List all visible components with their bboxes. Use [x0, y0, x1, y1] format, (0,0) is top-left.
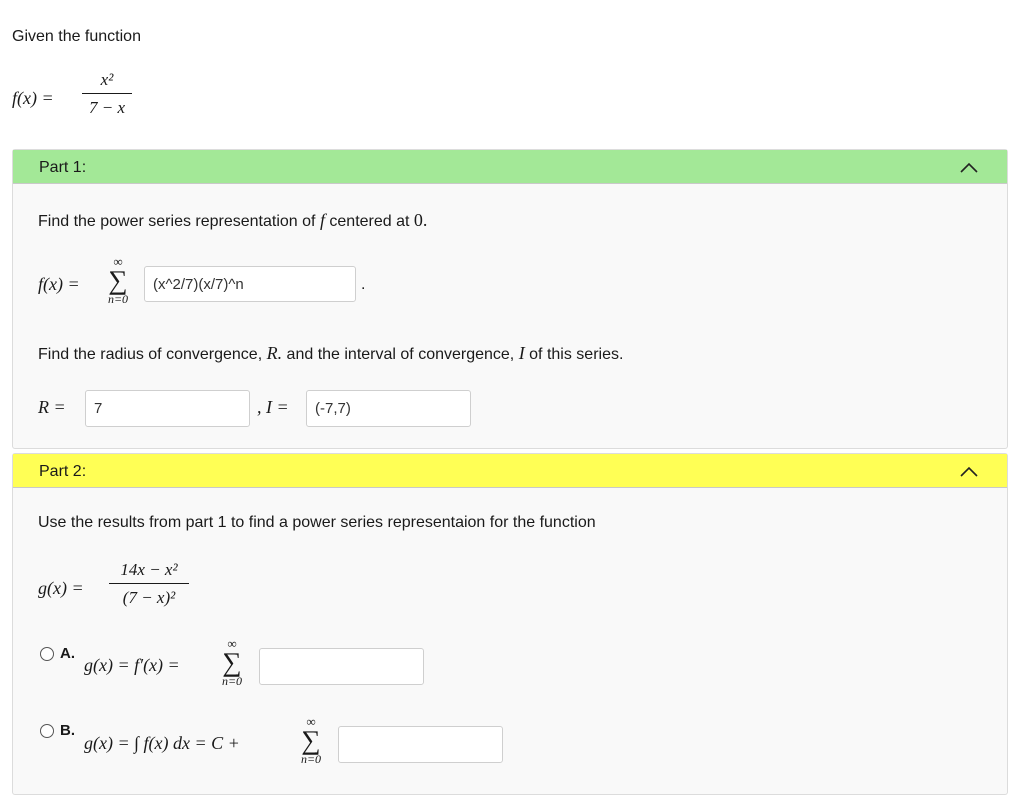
R-label: R =	[38, 397, 66, 417]
sigma-upper: ∞	[227, 636, 237, 651]
fraction-bar	[82, 93, 132, 94]
option-b-expression: g(x) = ∫ f(x) dx = C +	[84, 733, 240, 753]
fraction-bar	[109, 583, 189, 584]
g-lhs: g(x) =	[38, 578, 84, 598]
sigma-icon: ∑	[222, 647, 242, 677]
radius-instruction	[38, 343, 623, 364]
part2-instruction: Use the results from part 1 to find a power series representaion for the function	[38, 514, 596, 531]
g-numerator: 14x − x²	[120, 560, 178, 579]
option-a-expression: g(x) = f′(x) =	[84, 655, 180, 675]
option-a-label[interactable]: A.	[60, 645, 75, 662]
option-b-radio[interactable]	[40, 724, 54, 738]
radius-input[interactable]	[85, 390, 250, 427]
option-a-answer-input[interactable]	[259, 648, 424, 685]
sigma-icon: ∑	[108, 265, 128, 295]
part1-panel	[12, 149, 1008, 449]
option-b-label[interactable]: B.	[60, 722, 75, 739]
sigma-upper: ∞	[113, 254, 123, 269]
interval-input[interactable]	[306, 390, 471, 427]
problem-prompt: Given the function	[12, 28, 141, 45]
function-fraction	[82, 70, 132, 118]
function-lhs: f(x) =	[12, 88, 54, 108]
instruction-text-mid: centered at	[329, 213, 410, 230]
g-denominator: (7 − x)²	[122, 588, 176, 607]
chevron-up-icon[interactable]	[959, 464, 979, 478]
sigma-upper: ∞	[306, 714, 316, 729]
part2-header[interactable]	[13, 454, 1007, 488]
series-trailing-period: .	[361, 276, 366, 293]
option-b-sigma	[298, 716, 324, 766]
sigma-lower: n=0	[300, 752, 322, 766]
radius-instruction-text-3: of this series.	[529, 346, 624, 363]
instruction-var-f: f	[319, 210, 325, 230]
option-a-radio[interactable]	[40, 647, 54, 661]
series-answer-input[interactable]	[144, 266, 356, 302]
part2-label: Part 2:	[39, 463, 87, 480]
part1-header[interactable]	[13, 150, 1007, 184]
function-numerator: x²	[100, 70, 114, 89]
function-denominator: 7 − x	[88, 98, 126, 117]
radius-instruction-text-2: and the interval of convergence,	[286, 346, 515, 363]
interval-var: I	[518, 343, 525, 363]
option-a-sigma	[219, 638, 245, 688]
I-label: , I =	[257, 397, 289, 417]
series-lhs: f(x) =	[38, 274, 80, 294]
instruction-center: 0.	[413, 210, 428, 230]
part1-label: Part 1:	[39, 159, 87, 176]
part2-panel	[12, 453, 1008, 795]
sigma-lower: n=0	[107, 292, 129, 306]
radius-var: R.	[266, 343, 283, 363]
radius-instruction-text: Find the radius of convergence,	[38, 346, 263, 363]
sigma-lower: n=0	[221, 674, 243, 688]
sigma-symbol	[105, 256, 131, 306]
instruction-text: Find the power series representation of	[38, 213, 316, 230]
g-fraction	[109, 560, 189, 608]
option-b-answer-input[interactable]	[338, 726, 503, 763]
sigma-icon: ∑	[301, 725, 321, 755]
chevron-up-icon[interactable]	[959, 160, 979, 174]
part1-instruction	[38, 210, 427, 231]
